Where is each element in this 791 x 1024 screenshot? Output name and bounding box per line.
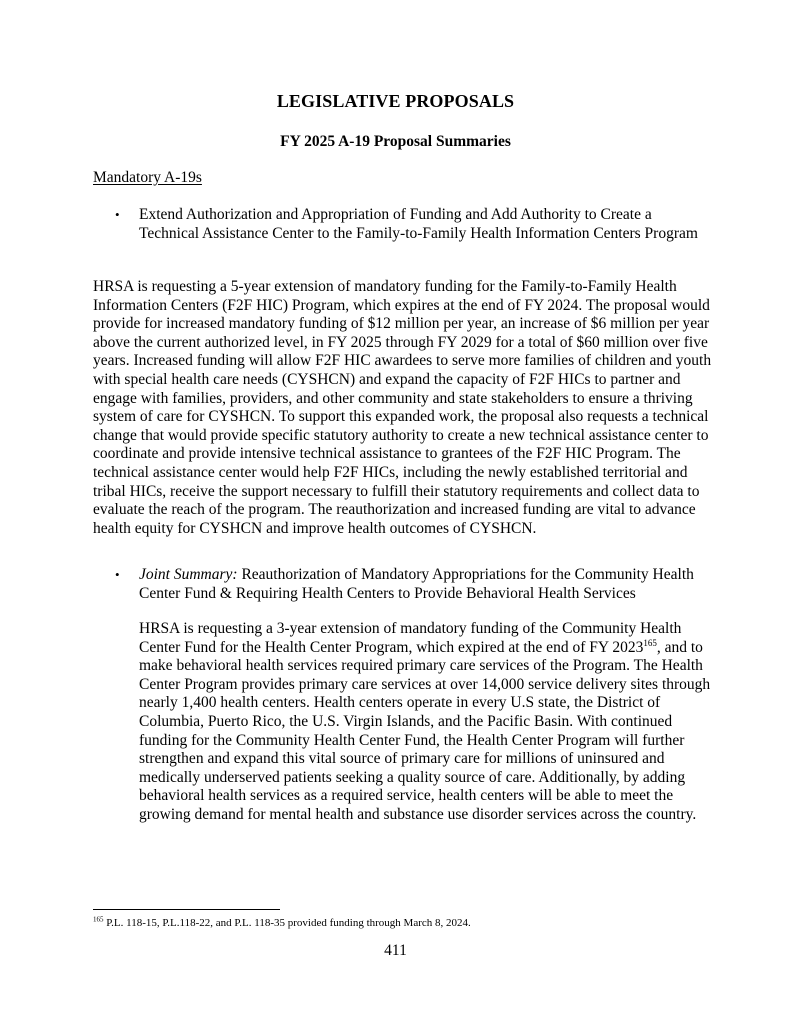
paragraph-community-health-center [139,620,711,825]
bullet-title: Reauthorization of Mandatory Appropriations for the Community Health Center Fund & Requiring Health Centers to Provide Behavioral Health Services [139,566,694,602]
footnote-reference: 165 [643,637,657,648]
bullet-icon: • [115,207,120,222]
bullet-title: Extend Authorization and Appropriation of Funding and Add Authority to Create a Technical Assistance Center to the Family-to-Family Health Information Centers Program [139,206,698,242]
page-title: LEGISLATIVE PROPOSALS [276,91,515,111]
bullet-item-community-health-center [115,566,711,603]
paragraph-text-part1: HRSA is requesting a 3-year extension of mandatory funding of the Community Health Center Fund for the Health Center Program, which expired at the end of FY 2023 [139,620,682,656]
page-subtitle: FY 2025 A-19 Proposal Summaries [280,133,511,150]
section-heading: Mandatory A-19s [93,169,202,186]
footnote [93,916,471,930]
paragraph-text-part2: , and to make behavioral health services required primary care services of the Program. The Health Center Program provides primary care services at over 14,000 service delivery sites through nearly 1,400 health centers. Health centers operate in every U.S state, the District of Columbia, Puerto Rico, the U.S. Virgin Islands, and the Pacific Basin. With continued funding for the Community Health Center Fund, the Health Center Program will further strengthen and expand this vital source of primary care for millions of uninsured and medically underserved patients seeking a quality source of care. Additionally, by adding behavioral health services as a required service, health centers will be able to meet the growing demand for mental health and substance use disorder services across the country. [139,638,711,823]
page-number: 411 [384,942,407,959]
footnote-divider [93,909,280,910]
bullet-item-f2f-hic [115,206,711,243]
paragraph-f2f-hic: HRSA is requesting a 5-year extension of mandatory funding for the Family-to-Family Health Information Centers (F2F HIC) Program, which expires at the end of FY 2024. The proposal would provide for increased mandatory funding of $12 million per year, an increase of $6 million per year above the current authorized level, in FY 2025 through FY 2029 for a total of $60 million over five years. Increased funding will allow F2F HIC awardees to serve more families of children and youth with special health care needs (CYSHCN) and expand the capacity of F2F HICs to partner and engage with families, providers, and other community and state stakeholders to ensure a thriving system of care for CYSHCN. To support this expanded work, the proposal also requests a technical change that would provide specific statutory authority to create a new technical assistance center to coordinate and provide intensive technical assistance to grantees of the F2F HIC Program. The technical assistance center would help F2F HICs, including the newly established territorial and tribal HICs, receive the support necessary to fulfill their statutory requirements and collect data to evaluate the reach of the program. The reauthorization and increased funding are vital to advance health equity for CYSHCN and improve health outcomes of CYSHCN. [93,278,712,537]
bullet-label: Joint Summary: [139,566,238,583]
footnote-text: P.L. 118-15, P.L.118-22, and P.L. 118-35 provided funding through March 8, 2024. [103,917,471,929]
footnote-number: 165 [93,915,104,924]
bullet-icon: • [115,567,120,582]
